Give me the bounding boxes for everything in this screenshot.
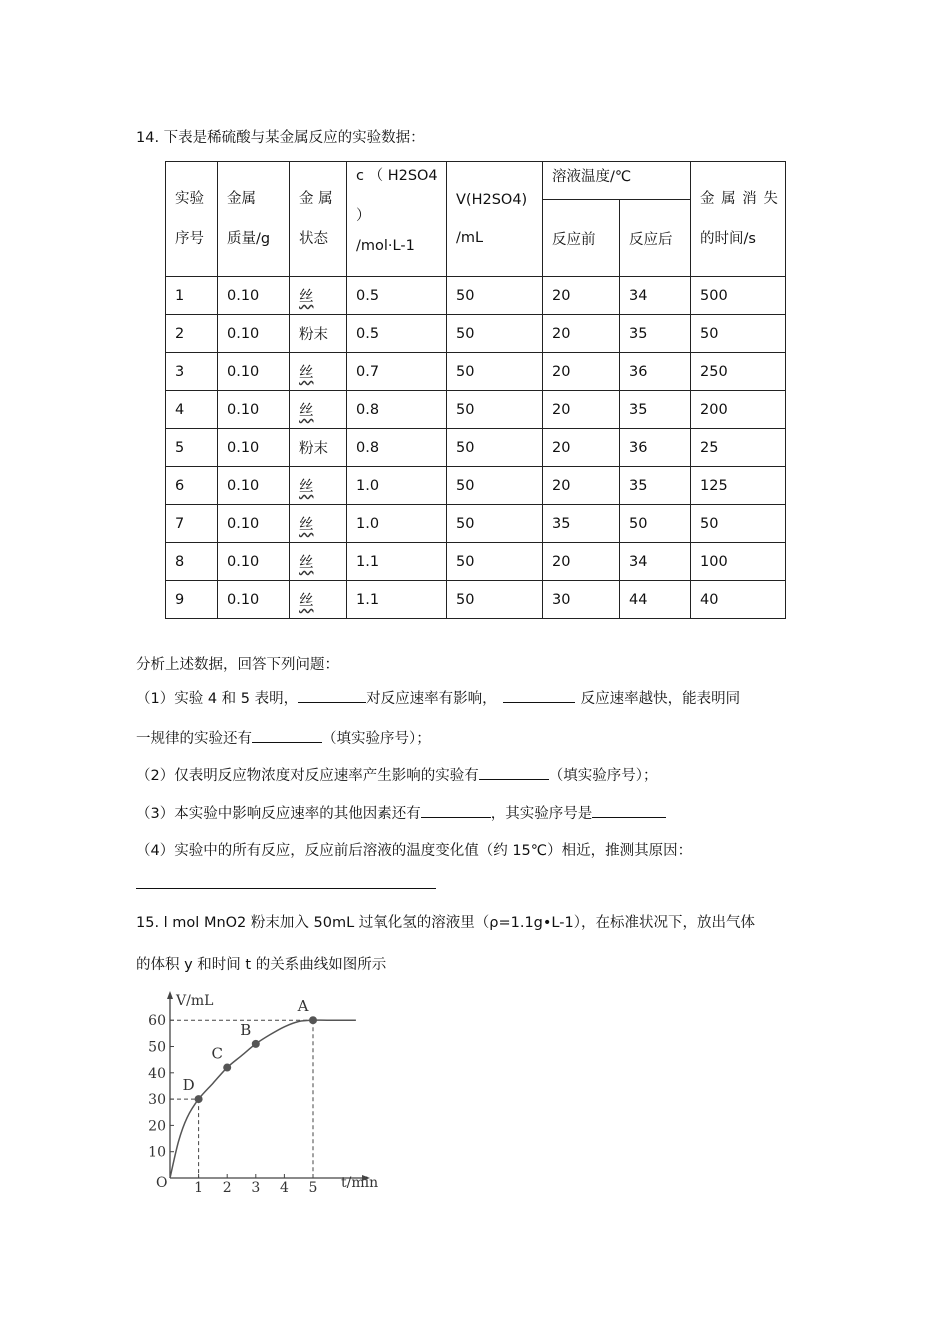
cell-text: 丝 bbox=[299, 555, 314, 571]
question-1-cont: 一规律的实验还有 （填实验序号）； bbox=[136, 728, 431, 749]
table-cell bbox=[290, 581, 347, 619]
cell-text: 7 bbox=[175, 515, 185, 532]
table-cell bbox=[543, 391, 620, 429]
answer-blank[interactable] bbox=[479, 765, 549, 780]
x-tick-label: 2 bbox=[222, 1180, 232, 1195]
cell-text: 4 bbox=[175, 401, 185, 418]
table-cell bbox=[218, 315, 290, 353]
question-1: （1）实验 4 和 5 表明， 对反应速率有影响， 反应速率越快，能表明同 bbox=[136, 688, 740, 709]
cell-text: 50 bbox=[629, 515, 648, 532]
table-row bbox=[166, 391, 786, 429]
x-tick-label: 4 bbox=[279, 1180, 289, 1195]
table-cell bbox=[218, 505, 290, 543]
x-axis-label: t/min bbox=[341, 1175, 379, 1191]
cell-text: 500 bbox=[700, 287, 728, 304]
cell-text: 0.8 bbox=[356, 401, 380, 418]
table-cell bbox=[620, 277, 691, 315]
cell-text: 0.7 bbox=[356, 363, 380, 380]
cell-text: 1.0 bbox=[356, 515, 380, 532]
cell-text: 44 bbox=[629, 591, 648, 608]
volume-time-chart bbox=[140, 985, 400, 1195]
table-cell bbox=[347, 315, 447, 353]
cell-text: 50 bbox=[456, 439, 475, 456]
y-tick-label: 60 bbox=[148, 1013, 166, 1030]
cell-text: 34 bbox=[629, 287, 648, 304]
table-cell bbox=[166, 277, 218, 315]
table-cell bbox=[347, 467, 447, 505]
cell-text: 35 bbox=[552, 515, 571, 532]
point-C bbox=[223, 1064, 231, 1072]
cell-text: 50 bbox=[456, 553, 475, 570]
table-cell bbox=[166, 315, 218, 353]
table-cell bbox=[543, 315, 620, 353]
cell-text: 20 bbox=[552, 553, 571, 570]
table-cell bbox=[543, 505, 620, 543]
origin-label: O bbox=[156, 1175, 168, 1191]
cell-text: 20 bbox=[552, 477, 571, 494]
cell-text: 3 bbox=[175, 363, 185, 380]
cell-text: 0.10 bbox=[227, 439, 260, 456]
cell-text: 丝 bbox=[299, 289, 314, 305]
y-tick-label: 40 bbox=[148, 1065, 166, 1082]
cell-text: 40 bbox=[700, 591, 719, 608]
cell-text: 35 bbox=[629, 401, 648, 418]
cell-text: 0.5 bbox=[356, 287, 380, 304]
cell-text: 0.10 bbox=[227, 477, 260, 494]
header-vol: V(H2SO4) /mL bbox=[447, 162, 543, 277]
cell-text: 50 bbox=[456, 363, 475, 380]
header-mass: 金属 质量/g bbox=[218, 162, 290, 277]
header-state: 金 属 状态 bbox=[290, 162, 347, 277]
table-cell bbox=[691, 467, 786, 505]
table-cell bbox=[447, 391, 543, 429]
cell-text: 0.10 bbox=[227, 401, 260, 418]
cell-text: 200 bbox=[700, 401, 728, 418]
table-cell bbox=[447, 429, 543, 467]
table-row bbox=[166, 467, 786, 505]
table-cell bbox=[620, 467, 691, 505]
cell-text: 50 bbox=[456, 401, 475, 418]
table-cell bbox=[290, 391, 347, 429]
table-cell bbox=[620, 353, 691, 391]
table-cell bbox=[447, 505, 543, 543]
y-tick-label: 30 bbox=[148, 1092, 166, 1109]
cell-text: 30 bbox=[552, 591, 571, 608]
table-row bbox=[166, 543, 786, 581]
y-tick-label: 50 bbox=[148, 1039, 166, 1056]
table-cell bbox=[447, 315, 543, 353]
table-cell bbox=[691, 581, 786, 619]
cell-text: 1.1 bbox=[356, 553, 380, 570]
point-A bbox=[309, 1016, 317, 1024]
table-cell bbox=[447, 581, 543, 619]
cell-text: 丝 bbox=[299, 479, 314, 495]
cell-text: 2 bbox=[175, 325, 185, 342]
table-row bbox=[166, 277, 786, 315]
point-label-A: A bbox=[297, 997, 309, 1016]
x-tick-label: 5 bbox=[308, 1180, 318, 1195]
cell-text: 36 bbox=[629, 439, 648, 456]
cell-text: 50 bbox=[456, 477, 475, 494]
table-cell bbox=[166, 353, 218, 391]
y-tick-label: 10 bbox=[148, 1144, 166, 1161]
table-cell bbox=[543, 543, 620, 581]
table-cell bbox=[218, 353, 290, 391]
header-time: 金 属 消 失 的时间/s bbox=[691, 162, 786, 277]
table-cell bbox=[543, 467, 620, 505]
table-cell bbox=[447, 543, 543, 581]
cell-text: 50 bbox=[456, 591, 475, 608]
cell-text: 250 bbox=[700, 363, 728, 380]
cell-text: 0.10 bbox=[227, 553, 260, 570]
table-cell bbox=[166, 429, 218, 467]
cell-text: 8 bbox=[175, 553, 185, 570]
answer-line[interactable] bbox=[136, 888, 436, 889]
table-cell bbox=[691, 277, 786, 315]
cell-text: 0.5 bbox=[356, 325, 380, 342]
header-temp: 溶液温度/℃ bbox=[543, 162, 691, 200]
answer-blank[interactable] bbox=[592, 803, 666, 818]
table-cell bbox=[218, 391, 290, 429]
cell-text: 0.10 bbox=[227, 591, 260, 608]
cell-text: 0.10 bbox=[227, 515, 260, 532]
cell-text: 50 bbox=[456, 287, 475, 304]
table-cell bbox=[543, 277, 620, 315]
table-cell bbox=[620, 429, 691, 467]
table-row bbox=[166, 353, 786, 391]
cell-text: 20 bbox=[552, 363, 571, 380]
answer-blank[interactable] bbox=[298, 688, 366, 703]
cell-text: 20 bbox=[552, 439, 571, 456]
x-tick-label: 3 bbox=[251, 1180, 261, 1195]
table-row bbox=[166, 581, 786, 619]
cell-text: 粉末 bbox=[299, 441, 328, 457]
cell-text: 0.10 bbox=[227, 325, 260, 342]
header-temp-after: 反应后 bbox=[620, 200, 691, 277]
question-4: （4）实验中的所有反应，反应前后溶液的温度变化值（约 15℃）相近，推测其原因： bbox=[136, 843, 693, 859]
table-cell bbox=[290, 467, 347, 505]
table-cell bbox=[691, 315, 786, 353]
table-cell bbox=[218, 467, 290, 505]
table-row bbox=[166, 505, 786, 543]
table-cell bbox=[347, 353, 447, 391]
table-cell bbox=[447, 277, 543, 315]
table-cell bbox=[166, 505, 218, 543]
table-cell bbox=[620, 315, 691, 353]
table-cell bbox=[691, 505, 786, 543]
table-cell bbox=[691, 429, 786, 467]
point-label-C: C bbox=[211, 1044, 223, 1063]
answer-blank[interactable] bbox=[503, 688, 575, 703]
cell-text: 1.1 bbox=[356, 591, 380, 608]
table-cell bbox=[290, 543, 347, 581]
cell-text: 0.8 bbox=[356, 439, 380, 456]
table-cell bbox=[347, 391, 447, 429]
table-cell bbox=[543, 581, 620, 619]
header-seq: 实验 序号 bbox=[166, 162, 218, 277]
cell-text: 5 bbox=[175, 439, 185, 456]
q15-line1: 15. l mol MnO2 粉末加入 50mL 过氧化氢的溶液里（ρ=1.1g•L-1），在标准状况下，放出气体 bbox=[136, 915, 755, 931]
table-cell bbox=[347, 429, 447, 467]
table-cell bbox=[218, 429, 290, 467]
table-cell bbox=[290, 353, 347, 391]
table-cell bbox=[620, 391, 691, 429]
table-cell bbox=[543, 429, 620, 467]
table-cell bbox=[691, 391, 786, 429]
table-cell bbox=[166, 467, 218, 505]
cell-text: 20 bbox=[552, 325, 571, 342]
table-cell bbox=[166, 581, 218, 619]
table-cell bbox=[166, 391, 218, 429]
y-axis-label: V/mL bbox=[176, 993, 214, 1009]
table-cell bbox=[691, 543, 786, 581]
table-cell bbox=[447, 467, 543, 505]
cell-text: 50 bbox=[456, 325, 475, 342]
table-cell bbox=[166, 543, 218, 581]
experiment-table bbox=[165, 161, 786, 619]
point-label-B: B bbox=[240, 1020, 252, 1039]
point-label-D: D bbox=[182, 1076, 195, 1095]
cell-text: 20 bbox=[552, 287, 571, 304]
cell-text: 0.10 bbox=[227, 287, 260, 304]
cell-text: 1 bbox=[175, 287, 185, 304]
table-cell bbox=[290, 429, 347, 467]
q14-intro: 14. 下表是稀硫酸与某金属反应的实验数据： bbox=[136, 130, 425, 146]
header-conc: c （ H2SO4 ） /mol·L-1 bbox=[347, 162, 447, 277]
cell-text: 35 bbox=[629, 477, 648, 494]
cell-text: 丝 bbox=[299, 593, 314, 609]
question-3: （3）本实验中影响反应速率的其他因素还有 ，其实验序号是 bbox=[136, 803, 666, 824]
cell-text: 粉末 bbox=[299, 327, 328, 343]
table-cell bbox=[218, 277, 290, 315]
cell-text: 50 bbox=[700, 325, 719, 342]
cell-text: 50 bbox=[456, 515, 475, 532]
table-row bbox=[166, 429, 786, 467]
table-cell bbox=[218, 581, 290, 619]
cell-text: 丝 bbox=[299, 403, 314, 419]
table-cell bbox=[347, 581, 447, 619]
cell-text: 25 bbox=[700, 439, 719, 456]
table-cell bbox=[447, 353, 543, 391]
point-D bbox=[195, 1095, 203, 1103]
table-cell bbox=[620, 581, 691, 619]
table-cell bbox=[290, 315, 347, 353]
answer-blank[interactable] bbox=[421, 803, 491, 818]
q15-line2: 的体积 y 和时间 t 的关系曲线如图所示 bbox=[136, 957, 387, 973]
table-cell bbox=[543, 353, 620, 391]
table-cell bbox=[620, 543, 691, 581]
cell-text: 丝 bbox=[299, 517, 314, 533]
cell-text: 35 bbox=[629, 325, 648, 342]
cell-text: 9 bbox=[175, 591, 185, 608]
table-row bbox=[166, 315, 786, 353]
table-cell bbox=[691, 353, 786, 391]
point-B bbox=[252, 1040, 260, 1048]
cell-text: 34 bbox=[629, 553, 648, 570]
table-cell bbox=[347, 277, 447, 315]
table-cell bbox=[347, 505, 447, 543]
cell-text: 丝 bbox=[299, 365, 314, 381]
cell-text: 6 bbox=[175, 477, 185, 494]
cell-text: 0.10 bbox=[227, 363, 260, 380]
answer-blank[interactable] bbox=[252, 728, 322, 743]
question-2: （2）仅表明反应物浓度对反应速率产生影响的实验有 （填实验序号）； bbox=[136, 765, 657, 786]
table-cell bbox=[347, 543, 447, 581]
table-cell bbox=[290, 505, 347, 543]
cell-text: 36 bbox=[629, 363, 648, 380]
table-cell bbox=[218, 543, 290, 581]
analysis-intro: 分析上述数据，回答下列问题： bbox=[136, 657, 339, 673]
table-cell bbox=[290, 277, 347, 315]
x-tick-label: 1 bbox=[194, 1180, 204, 1195]
y-axis-arrow bbox=[167, 991, 173, 999]
y-tick-label: 20 bbox=[148, 1118, 166, 1135]
cell-text: 125 bbox=[700, 477, 728, 494]
cell-text: 100 bbox=[700, 553, 728, 570]
table-cell bbox=[620, 505, 691, 543]
cell-text: 1.0 bbox=[356, 477, 380, 494]
cell-text: 20 bbox=[552, 401, 571, 418]
cell-text: 50 bbox=[700, 515, 719, 532]
header-temp-before: 反应前 bbox=[543, 200, 620, 277]
